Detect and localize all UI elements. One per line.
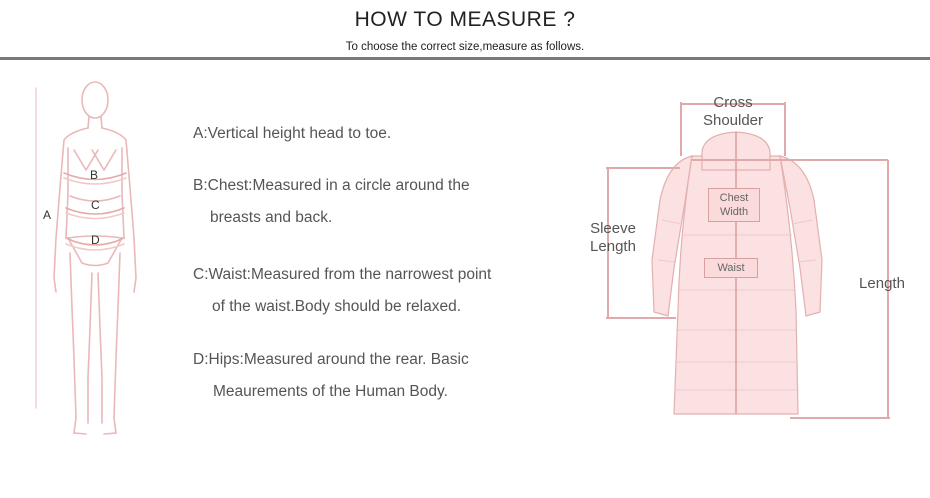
body-label-b: B [90,168,99,182]
header-divider [0,57,930,60]
label-chest-width [708,188,760,222]
instruction-c-line1: C:Waist:Measured from the narrowest point [193,266,492,283]
page-title: HOW TO MEASURE ? [354,8,576,31]
label-sleeve-length-line1: Sleeve [590,220,636,237]
label-chest-width-line1: Chest [719,192,749,204]
body-outline-icon [30,78,150,448]
label-cross-shoulder [698,94,768,130]
label-cross-shoulder-line2: Shoulder [702,112,764,129]
instruction-b-line2: breasts and back. [210,209,333,226]
label-waist: Waist [704,258,758,278]
body-label-c: C [91,198,100,212]
body-label-a: A [43,208,52,222]
label-sleeve-length [582,220,644,256]
instruction-d-line1: D:Hips:Measured around the rear. Basic [193,351,469,368]
page-subtitle: To choose the correct size,measure as follows. [345,41,585,53]
label-chest-width-line2: Width [719,206,749,218]
instruction-a: A:Vertical height head to toe. [193,125,392,142]
instruction-c-line2: of the waist.Body should be relaxed. [212,298,462,315]
body-label-d: D [91,233,100,247]
instruction-d-line2: Meaurements of the Human Body. [213,383,448,400]
label-length: Length [859,275,905,292]
label-sleeve-length-line2: Length [590,238,636,255]
label-cross-shoulder-line1: Cross [713,94,753,111]
header [0,0,930,62]
body-figure [30,78,150,448]
coat-figure [580,90,910,430]
instruction-b-line1: B:Chest:Measured in a circle around the [193,177,470,194]
